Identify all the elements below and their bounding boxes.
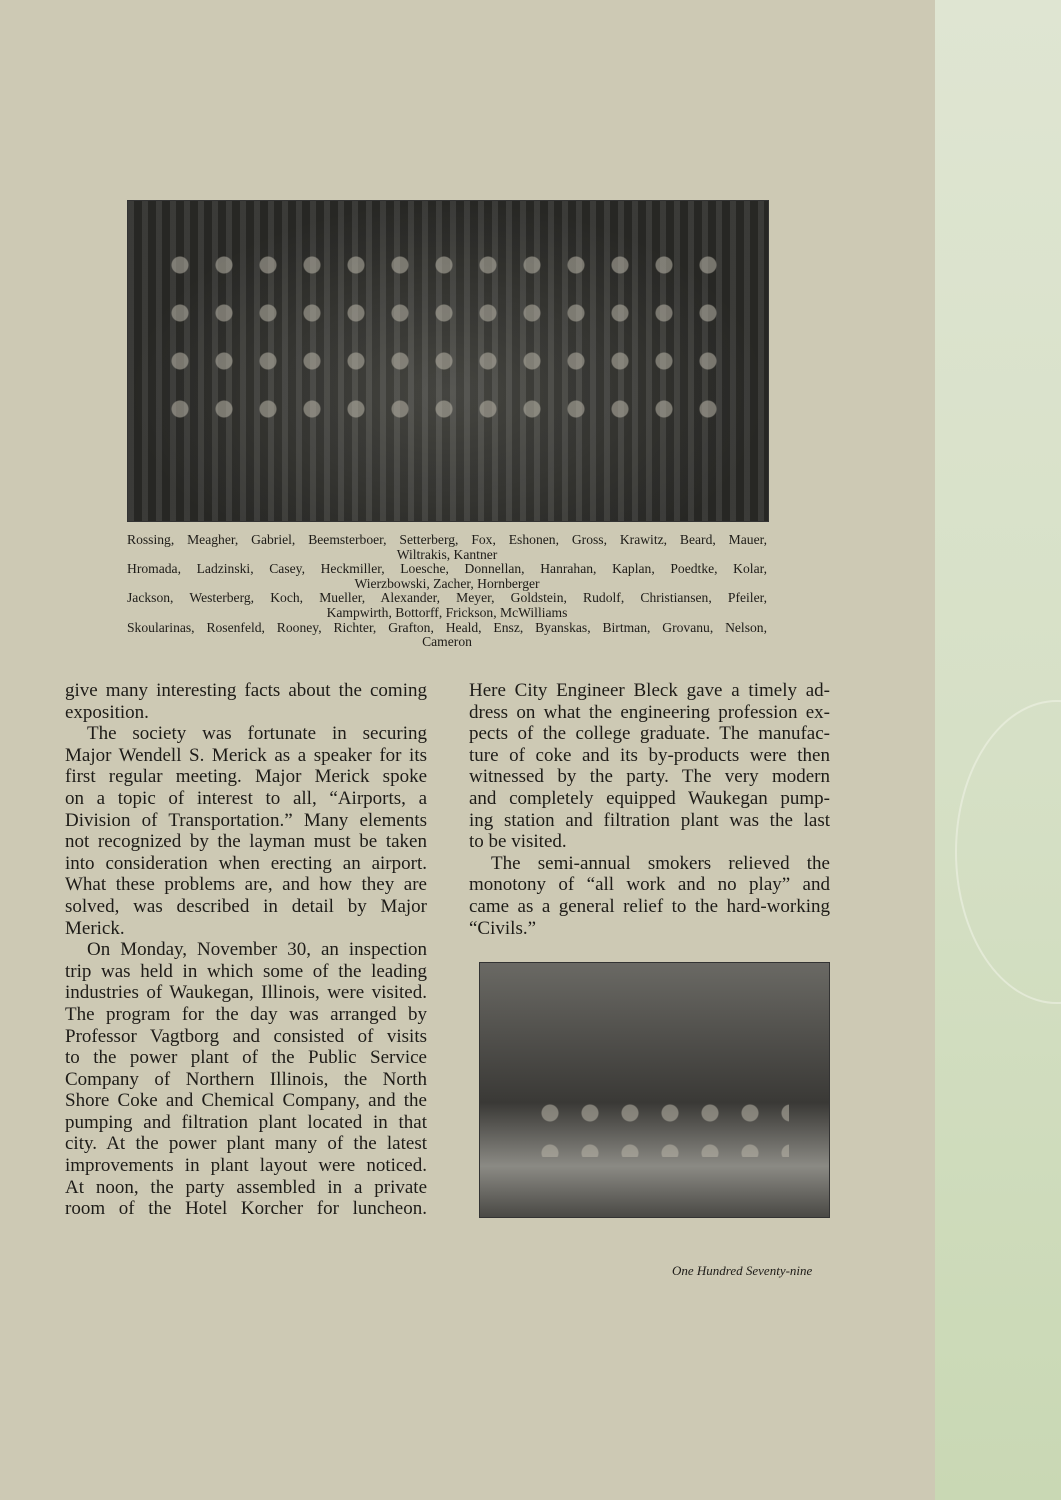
text-line: pects of the college graduate. The manufac- <box>469 723 830 745</box>
text-line: trip was held in which some of the leading <box>65 960 427 982</box>
caption-line: Hromada, Ladzinski, Casey, Heckmiller, Loesche, Donnellan, Hanrahan, Kaplan, Poedtke, Kolar, <box>127 561 767 577</box>
paragraph <box>65 939 427 1220</box>
text-line: came as a general relief to the hard-working <box>469 895 830 917</box>
text-line: What these problems are, and how they are <box>65 874 427 896</box>
text-line: “Civils.” <box>469 917 537 939</box>
page-number: One Hundred Seventy-nine <box>672 1263 813 1278</box>
text-line: Professor Vagtborg and consisted of visits <box>65 1025 427 1047</box>
text-line: not recognized by the layman must be taken <box>65 831 427 853</box>
page-edge-decoration <box>935 0 1061 1500</box>
text-line: Merick. <box>65 917 125 939</box>
text-line: to the power plant of the Public Service <box>65 1047 427 1069</box>
text-line: The program for the day was arranged by <box>65 1003 427 1025</box>
caption-line: Kampwirth, Bottorff, Frickson, McWilliams <box>326 604 568 620</box>
text-line: On Monday, November 30, an inspection <box>87 939 427 961</box>
text-line: Shore Coke and Chemical Company, and the <box>65 1090 427 1112</box>
text-line: ture of coke and its by-products were then <box>469 744 830 766</box>
caption-line: Wiltrakis, Kantner <box>396 546 498 562</box>
text-line: to be visited. <box>469 831 567 853</box>
text-line: room of the Hotel Korcher for luncheon. <box>65 1198 427 1220</box>
paragraph <box>65 680 427 723</box>
text-line: Major Wendell S. Merick as a speaker for its <box>65 744 427 766</box>
caption-line: Wierzbowski, Zacher, Hornberger <box>354 575 540 591</box>
left-column-text <box>65 680 427 1220</box>
photo-caption <box>127 533 767 650</box>
text-line: The semi-annual smokers relieved the <box>491 852 830 874</box>
caption-line: Rossing, Meagher, Gabriel, Beemsterboer, Setterberg, Fox, Eshonen, Gross, Krawitz, Beard, Mauer, <box>127 532 767 547</box>
text-line: give many interesting facts about the coming <box>65 680 427 701</box>
text-line: on a topic of interest to all, “Airports, a <box>65 787 427 809</box>
right-column-text <box>469 680 830 939</box>
text-line: and completely equipped Waukegan pump- <box>469 787 830 809</box>
text-line: witnessed by the party. The very modern <box>469 766 830 788</box>
text-line: Company of Northern Illinois, the North <box>65 1068 427 1090</box>
text-line: monotony of “all work and no play” and <box>469 874 830 896</box>
paragraph <box>469 680 830 853</box>
caption-line: Skoularinas, Rosenfeld, Rooney, Richter, Grafton, Heald, Ensz, Byanskas, Birtman, Grovanu, Nelson, <box>127 619 767 635</box>
text-line: ing station and filtration plant was the last <box>469 809 830 831</box>
text-line: solved, was described in detail by Major <box>65 895 427 917</box>
text-line: into consideration when erecting an airport. <box>65 852 427 874</box>
caption-line: Cameron <box>422 634 472 650</box>
text-line: The society was fortunate in securing <box>87 723 427 745</box>
paragraph <box>65 723 427 939</box>
paragraph <box>469 853 830 939</box>
text-line: dress on what the engineering profession ex- <box>469 701 830 723</box>
text-line: industries of Waukegan, Illinois, were visited. <box>65 982 427 1004</box>
lab-photo <box>479 962 830 1218</box>
group-photo <box>127 200 769 522</box>
text-line: At noon, the party assembled in a private <box>65 1176 427 1198</box>
text-line: exposition. <box>65 701 149 723</box>
text-line: pumping and filtration plant located in that <box>65 1111 427 1133</box>
text-line: city. At the power plant many of the latest <box>65 1133 427 1155</box>
text-line: first regular meeting. Major Merick spoke <box>65 766 427 788</box>
caption-line: Jackson, Westerberg, Koch, Mueller, Alexander, Meyer, Goldstein, Rudolf, Christiansen, Pfeiler, <box>127 590 767 606</box>
text-line: Here City Engineer Bleck gave a timely ad- <box>469 680 830 701</box>
text-line: improvements in plant layout were noticed. <box>65 1155 427 1177</box>
text-line: Division of Transportation.” Many elements <box>65 809 427 831</box>
